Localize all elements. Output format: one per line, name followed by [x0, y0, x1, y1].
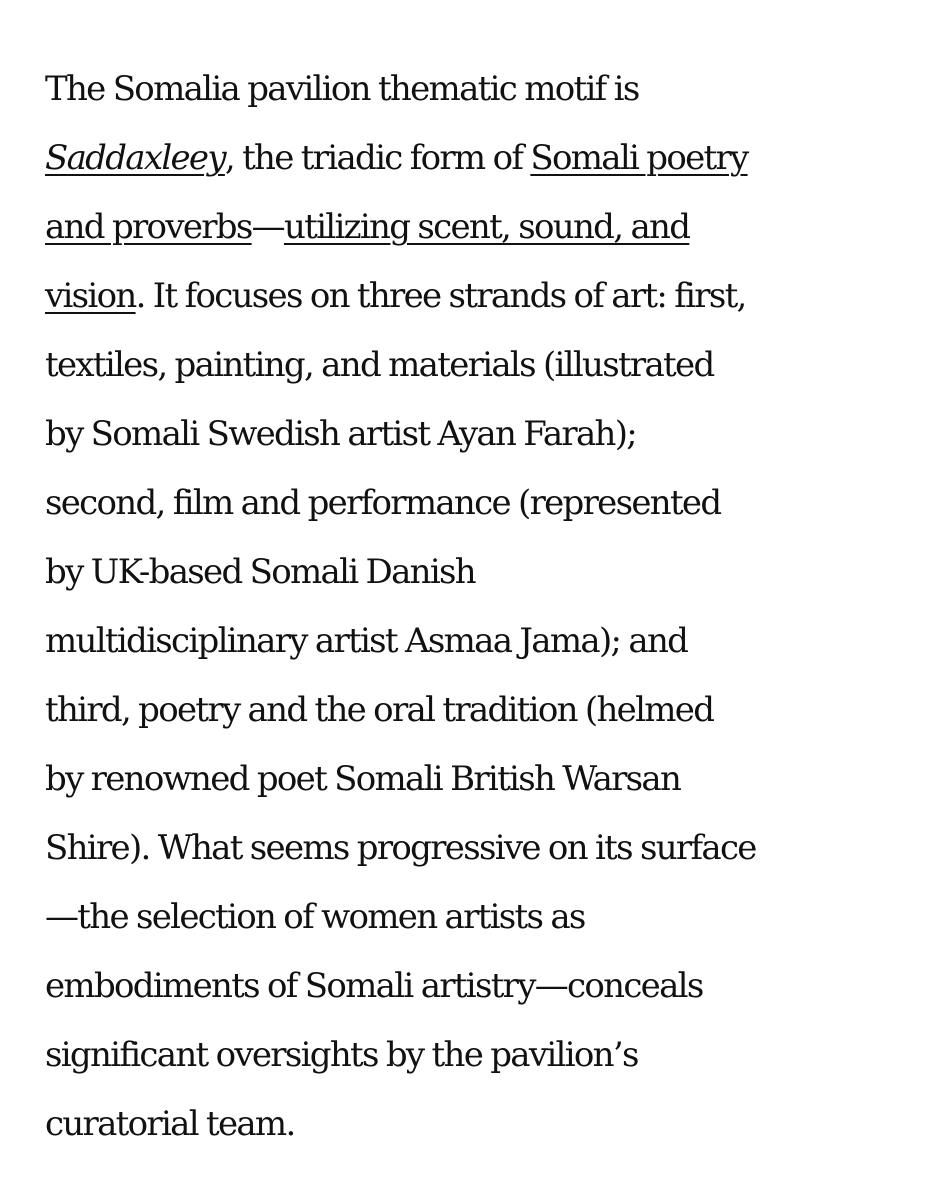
scent-sound-vision-link[interactable]: utilizing scent, sound, and	[283, 207, 690, 247]
paragraph-line: Shire). What seems progressive on its surface	[45, 828, 756, 868]
paragraph-text: , the triadic form of	[224, 138, 531, 178]
paragraph-line	[45, 124, 895, 193]
em-dash: —	[251, 207, 284, 247]
paragraph-line: —the selection of women artists as	[45, 897, 585, 937]
paragraph-line: by UK-based Somali Danish	[45, 552, 476, 592]
paragraph-line: embodiments of Somali artistry—conceals	[45, 966, 703, 1006]
somali-poetry-link-continued[interactable]: and proverbs	[45, 207, 252, 247]
paragraph-line	[45, 262, 895, 331]
paragraph-line	[45, 193, 895, 262]
paragraph-line: curatorial team.	[45, 1104, 295, 1144]
paragraph-line: The Somalia pavilion thematic motif is	[45, 69, 639, 109]
paragraph-line: by Somali Swedish artist Ayan Farah);	[45, 414, 637, 454]
somali-poetry-link[interactable]: Somali poetry	[530, 138, 748, 178]
paragraph-line: third, poetry and the oral tradition (helmed	[45, 690, 714, 730]
saddaxleey-term: Saddaxleey	[45, 138, 225, 178]
paragraph-line: second, film and performance (represented	[45, 483, 721, 523]
paragraph-line: textiles, painting, and materials (illustrated	[45, 345, 714, 385]
paragraph-line: multidisciplinary artist Asmaa Jama); and	[45, 621, 688, 661]
paragraph-line: by renowned poet Somali British Warsan	[45, 759, 681, 799]
article-paragraph	[45, 55, 895, 1159]
paragraph-line: significant oversights by the pavilion’s	[45, 1035, 638, 1075]
scent-sound-vision-link-continued[interactable]: vision	[45, 276, 136, 316]
saddaxleey-link[interactable]	[45, 138, 225, 178]
paragraph-text: . It focuses on three strands of art: first,	[135, 276, 746, 316]
